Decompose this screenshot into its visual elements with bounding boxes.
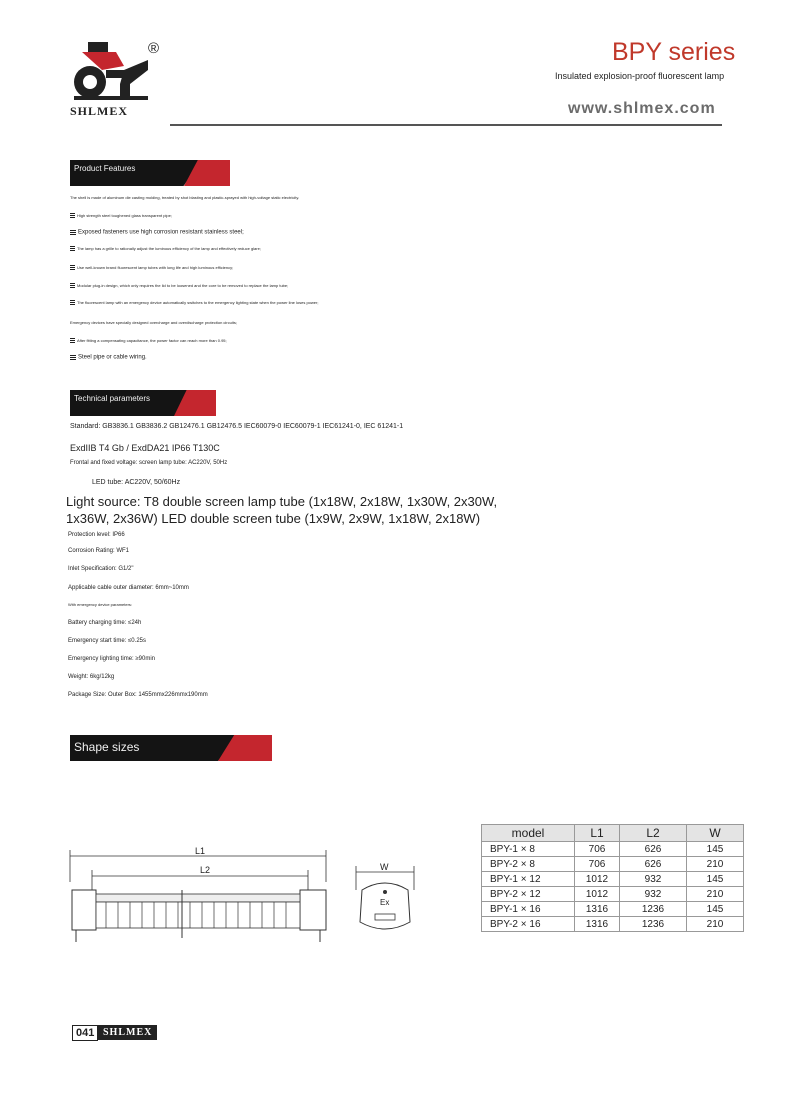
corrosion-rating: Corrosion Rating: WF1	[68, 548, 130, 554]
emergency-start-time: Emergency start time: ≤0.25s	[68, 638, 146, 644]
cable-diameter: Applicable cable outer diameter: 6mm~10mm	[68, 585, 189, 591]
standard-line: Standard: GB3836.1 GB3836.2 GB12476.1 GB12476.5 IEC60079-0 IEC60079-1 IEC61241-0, IEC 61241-1	[70, 423, 404, 430]
weight: Weight: 6kg/12kg	[68, 674, 115, 680]
l1-cell: 1316	[575, 902, 620, 917]
bullet-icon	[70, 229, 76, 235]
table-row	[482, 902, 744, 917]
voltage-line: Frontal and fixed voltage: screen lamp tube: AC220V, 50Hz	[70, 460, 228, 466]
page-number: 041	[72, 1025, 98, 1041]
table-row	[482, 887, 744, 902]
ex-mark: ExdIIB T4 Gb / ExdDA21 IP66 T130C	[70, 443, 220, 453]
column-header: W	[687, 825, 744, 842]
l1-cell: 706	[575, 842, 620, 857]
feature-item: Steel pipe or cable wiring.	[70, 354, 147, 361]
led-voltage: LED tube: AC220V, 50/60Hz	[92, 479, 181, 486]
light-source-line-2: 1x36W, 2x36W) LED double screen tube (1x9W, 2x9W, 1x18W, 2x18W)	[66, 511, 481, 526]
protection-level: Protection level: IP66	[68, 532, 125, 538]
bullet-icon	[70, 246, 75, 251]
l1-cell: 706	[575, 857, 620, 872]
model-cell: BPY-1 × 16	[482, 902, 575, 917]
features-banner	[70, 160, 230, 186]
feature-item: After fitting a compensating capacitance, the power factor can reach more than 0.95;	[70, 338, 227, 343]
dimension-l1-label: L1	[195, 846, 206, 856]
column-header: model	[482, 825, 575, 842]
feature-item: Modular plug-in design, which only requires the lid to be loosened and the core to be removed to replace the lamp tube;	[70, 283, 288, 288]
bullet-icon	[70, 265, 75, 270]
table-row	[482, 917, 744, 932]
l1-cell: 1316	[575, 917, 620, 932]
model-cell: BPY-2 × 16	[482, 917, 575, 932]
feature-item: The shell is made of aluminum die casting molding, treated by shot blasting and plastic-sprayed with high-voltage static electricity.	[70, 195, 300, 200]
footer-brand: SHLMEX	[98, 1025, 157, 1040]
w-cell: 210	[687, 917, 744, 932]
registered-mark: ®	[148, 40, 160, 57]
l2-cell: 932	[620, 872, 687, 887]
technical-title: Technical parameters	[74, 394, 151, 403]
table-row	[482, 857, 744, 872]
w-cell: 145	[687, 902, 744, 917]
feature-item: Emergency devices have specially designed overcharge and overdischarge protection circuits;	[70, 320, 237, 325]
table-row	[482, 842, 744, 857]
inlet-spec: Inlet Specification: G1/2"	[68, 566, 134, 572]
light-source-line-1: Light source: T8 double screen lamp tube (1x18W, 2x18W, 1x30W, 2x30W,	[66, 494, 498, 509]
bullet-icon	[70, 283, 75, 288]
l2-cell: 1236	[620, 902, 687, 917]
website-link[interactable]: www.shlmex.com	[568, 100, 716, 117]
table-header-row	[482, 825, 744, 842]
feature-item: High strength steel toughened glass transparent pipe;	[70, 213, 172, 218]
dimension-w-label: W	[380, 862, 389, 872]
w-cell: 210	[687, 887, 744, 902]
series-title: BPY series	[612, 38, 736, 66]
battery-time: Battery charging time: ≤24h	[68, 620, 142, 626]
emergency-header: With emergency device parameters:	[68, 602, 133, 607]
l2-cell: 626	[620, 857, 687, 872]
l1-cell: 1012	[575, 872, 620, 887]
column-header: L2	[620, 825, 687, 842]
feature-item: The lamp has a grille to rationally adjust the luminous efficiency of the lamp and effectively reduce glare;	[70, 246, 261, 251]
technical-banner	[70, 390, 216, 416]
brand-name: SHLMEX	[70, 104, 129, 118]
shape-banner	[70, 735, 272, 761]
package-size: Package Size: Outer Box: 1455mmx226mmx190mm	[68, 692, 208, 698]
l2-cell: 932	[620, 887, 687, 902]
l2-cell: 626	[620, 842, 687, 857]
feature-item: The fluorescent lamp with an emergency device automatically switches to the emergency lighting state when the power line loses power;	[70, 300, 318, 305]
product-subtitle: Insulated explosion-proof fluorescent lamp	[555, 71, 725, 81]
header-divider	[170, 124, 722, 126]
features-title: Product Features	[74, 164, 136, 173]
shape-title: Shape sizes	[74, 740, 140, 754]
feature-item: Use well-known brand fluorescent lamp tubes with long life and high luminous efficiency;	[70, 265, 233, 270]
model-cell: BPY-1 × 12	[482, 872, 575, 887]
model-cell: BPY-2 × 8	[482, 857, 575, 872]
bullet-icon	[70, 354, 76, 360]
bullet-icon	[70, 300, 75, 305]
bullet-icon	[70, 338, 75, 343]
dimension-l2-label: L2	[200, 865, 211, 875]
emergency-lighting-time: Emergency lighting time: ≥90min	[68, 656, 155, 662]
model-cell: BPY-2 × 12	[482, 887, 575, 902]
ex-label: Ex	[380, 898, 390, 907]
bullet-icon	[70, 213, 75, 218]
feature-item: Exposed fasteners use high corrosion resistant stainless steel;	[70, 229, 244, 236]
dimensions-table	[481, 824, 744, 932]
w-cell: 145	[687, 872, 744, 887]
l2-cell: 1236	[620, 917, 687, 932]
l1-cell: 1012	[575, 887, 620, 902]
w-cell: 210	[687, 857, 744, 872]
w-cell: 145	[687, 842, 744, 857]
table-row	[482, 872, 744, 887]
column-header: L1	[575, 825, 620, 842]
lamp-side-drawing	[68, 842, 338, 954]
model-cell: BPY-1 × 8	[482, 842, 575, 857]
